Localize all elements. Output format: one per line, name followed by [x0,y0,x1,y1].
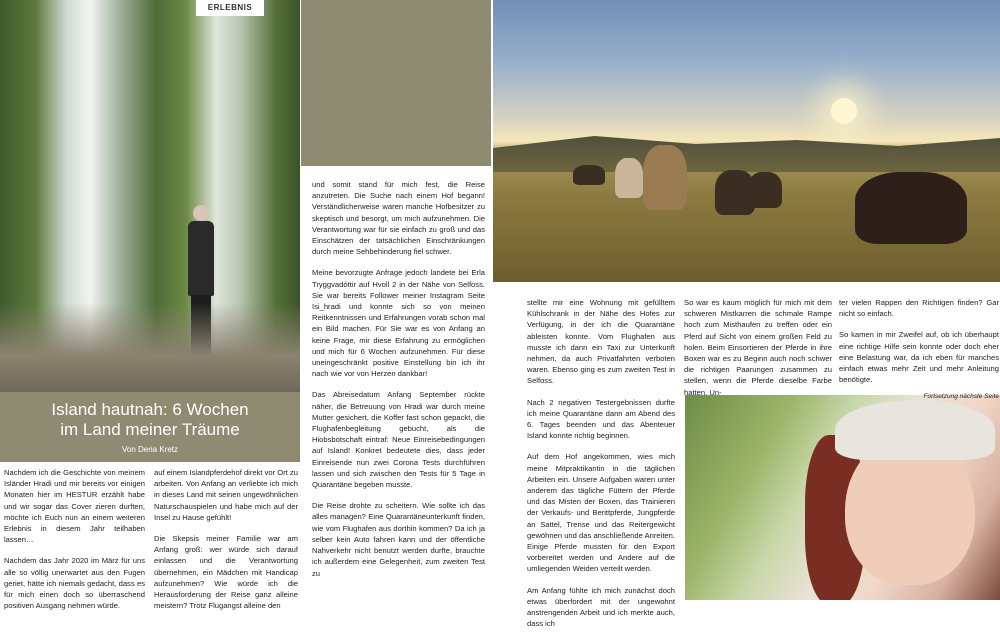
horse [615,158,643,198]
title-box [0,392,300,462]
decorative-block [301,0,491,166]
horse [643,145,687,210]
article-title [0,400,300,440]
hat [835,400,995,460]
text-column-2 [154,467,298,621]
paragraph: Die Skepsis meiner Familie war am Anfang groß: wer würde sich darauf einlassen und die Verantwortung übernehmen, ein Mädchen mit Handicap aufzunehmen? Wie würde ich die Herausforderung der Reise ganz alleine meistern? Trotz Flugangst alleine den [154,534,298,611]
paragraph: und somit stand für mich fest, die Reise anzutreten. Die Suche nach einem Hof begann! Verständlicherweise waren manche Hofbesitzer zu skeptisch und besorgt, um mich aufzunehmen. Die Verantwortung war für sie einfach zu groß und das Einschätzen der tatsächlichen Einschränkungen durch meine Sehbehinderung fiel schwer. [312,180,485,257]
byline: Von Deria Kretz [121,445,179,454]
horse [573,165,605,185]
title-line-1: Island hautnah: 6 Wochen [51,400,249,419]
paragraph: stellte mir eine Wohnung mit gefülltem Kühlschrank in der Nähe des Hofes zur Verfügung, in der ich die Quarantäne ableisten konnte. Vom Flughafen aus musste ich dann ein Taxi zur Unterkunft nehmen, da auch Privatfahrten verboten waren. Ebenso ging es zum zweiten Test in Selfoss. [527,298,675,386]
horses-photo [493,0,1000,282]
paragraph: Nachdem ich die Geschichte von meinem Isländer Hradi und mir bereits vor einigen Monaten hier im HESTUR erzählt habe und wir sogar das Cover zieren durften, möchte ich Euch nun an einem weiteren Erlebnis in diesem Jahr teilhaben lassen… [4,468,145,545]
paragraph: So kamen in mir Zweifel auf, ob ich überhaupt eine richtige Hilfe sein konnte oder doch eher eine Belastung war, da ich eben für manches einfach etwas mehr Zeit und mehr Anleitung benötigte. [839,330,999,385]
sun [831,98,857,124]
paragraph: Nach 2 negativen Testergebnissen durfte ich meine Quarantäne dann am Abend des 6. Tages beenden und das Abenteuer Island konnte richtig beginnen. [527,397,675,441]
hills [493,132,1000,172]
horse [855,172,967,244]
continuation-note: Fortsetzung nächste Seite [923,393,999,401]
paragraph: ter vielen Rappen den Richtigen finden? Gar nicht so einfach. [839,298,999,319]
horse [748,172,782,208]
paragraph: Das Abreisedatum Anfang September rückte näher, die Betreuung von Hradi war durch meine Mutter gesichert, die Koffer fast schon gepackt, die Flughafenbegleitung gebucht, als die Hiobsbotschaft eintraf: Neue Einreisebedingungen auf Island! Konkret bedeutete dies, dass jeder Einreisende nun zwei Corona Tests durchführen lassen und sich zwischen den Tests für 5 Tage in Quarantäne begeben musste. [312,390,485,490]
paragraph: auf einem Islandpferdehof direkt vor Ort zu arbeiten. Von Anfang an verliebte ich mich in dieses Land mit seinen ungewöhnlichen Naturschauspielen und habe mich auf der Insel zu Hause gefühlt! [154,468,298,522]
section-label: ERLEBNIS [196,0,264,16]
paragraph: Nachdem das Jahr 2020 im März für uns alle so völlig unerwartet aus den Fugen geriet, hätte ich niemals gedacht, dass es für mich einen doch so überraschend positiven Ausgang nehmen würde. [4,556,145,611]
text-column-3 [312,179,485,589]
text-column-1 [4,467,145,621]
text-column-5 [684,297,832,408]
woman-figure [183,205,219,365]
paragraph: Die Reise drohte zu scheitern. Wie sollte ich das alles managen? Eine Quarantäneunterkunft finden, wie vom Flughafen aus dorthin kommen? Da ich ja selber kein Auto fahren kann und der öffentliche Nahverkehr nicht benutzt werden durfte, brauchte ich außerdem eine Gelegenheit, zum zweiten Test zu [312,501,485,578]
text-column-6 [839,297,999,403]
text-column-4 [527,297,675,639]
paragraph: So war es kaum möglich für mich mit dem schweren Mistkarren die schmale Rampe hoch zum Misthaufen zu treffen oder ein Pferd auf Sicht von einem großen Feld zu holen. Beim Einsortieren der Pferde in ihre Boxen war es zu Beginn auch noch schwer die richtigen Paarungen zusammen zu stellen, wenn die Pferde dieselbe Farbe hatten. Un- [684,298,832,397]
paragraph: Auf dem Hof angekommen, wies mich meine Mitpraktikantin in die täglichen Arbeiten ein. Unsere Aufgaben waren unter anderem das tägliche Füttern der Pferde und das Misten der Boxen, das Trainieren der Verkaufs- und Berittpferde, Jungpferde an Sattel, Trense und das Reitergewicht gewöhnen und das anschließende Anreiten. Einige Pferde mussten für den Export vorbereitet werden und Andere auf die umliegenden Weiden verteilt werden. [527,452,675,574]
paragraph: Am Anfang fühlte ich mich zunächst doch etwas überfordert mit der ungewohnt anstrengenden Arbeit und ich merkte auch, dass ich [527,585,675,629]
waterfall-photo [0,0,300,392]
selfie-photo [685,395,1000,600]
paragraph: Meine bevorzugte Anfrage jedoch landete bei Erla Tryggvadóttir auf Hvoll 2 in der Nähe von Selfoss. Sie war bereits Follower meiner Instagram Seite Isi_hradi und konnte sich so von meinen Reitkenntnissen und Erfahrungen vorab schon mal ein Bild machen. Für Sie war es von Anfang an keine Frage, mir diese Erfahrung zu ermöglichen und mich für 6 Wochen aufzunehmen. Für diese uneingeschränkt positive Einstellung bin ich ihr nach wie vor von Herzen dankbar! [312,268,485,379]
title-line-2: im Land meiner Träume [60,420,240,439]
